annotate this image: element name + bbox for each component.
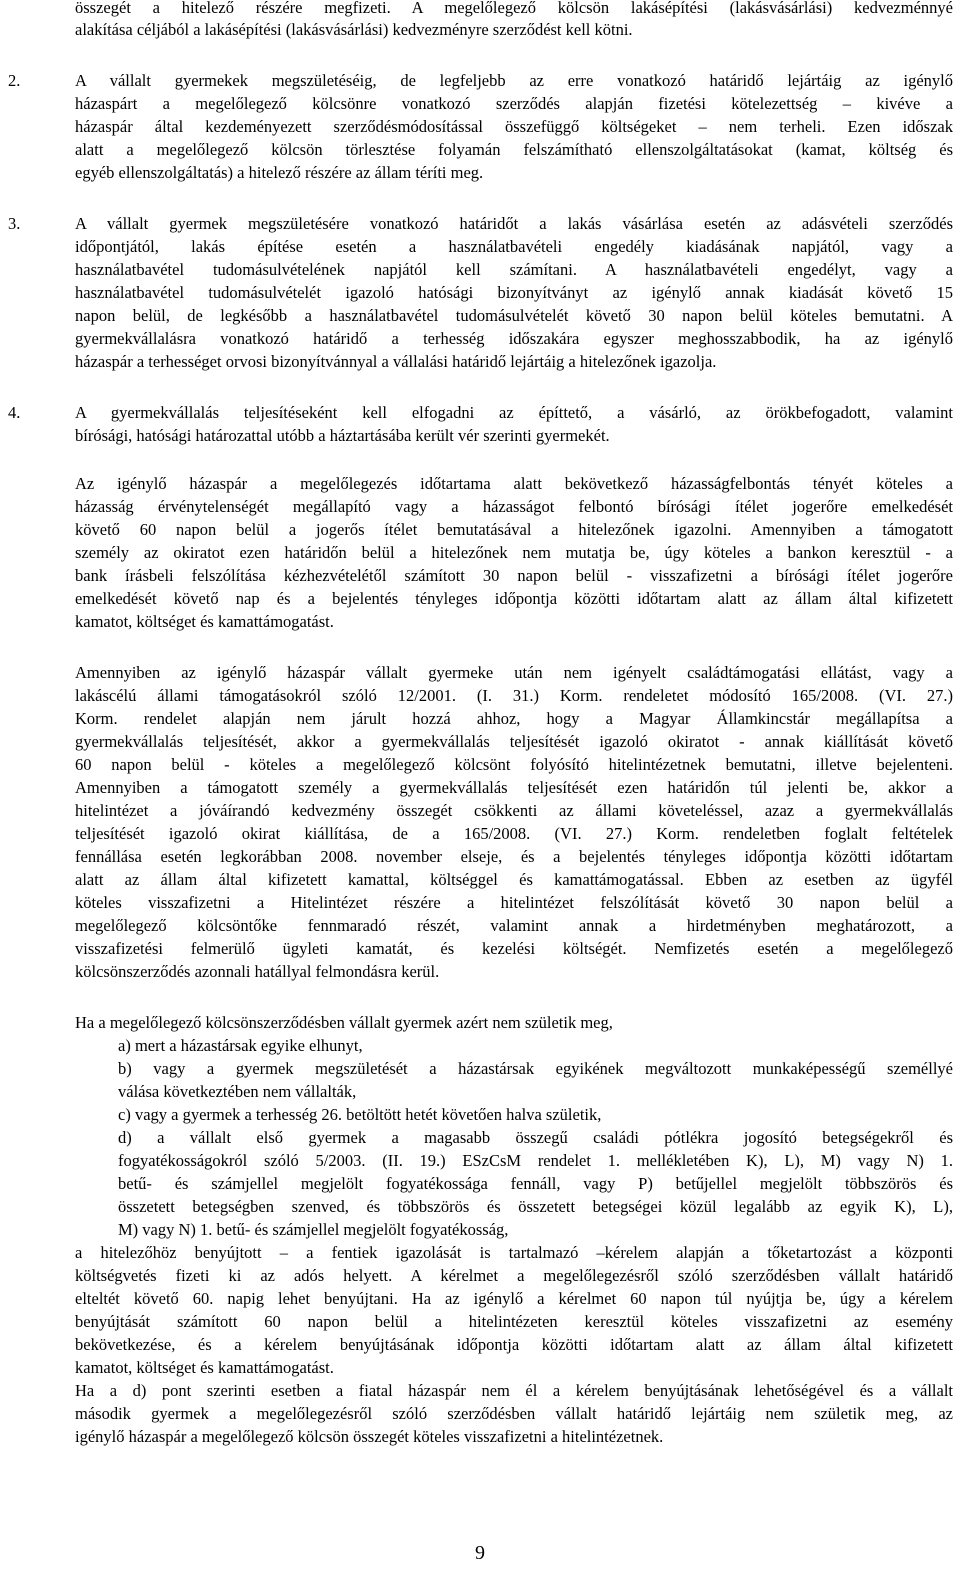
item3-line: napon belül, de legkésőbb a használatbavétel tudomásulvételét követő 30 napon belül köteles bemutatni. A [75, 306, 953, 325]
unborn-continuation-line: a hitelezőhöz benyújtott – a fentiek igazolását is tartalmazó –kérelem alapján a tőketartozást a központi [75, 1243, 953, 1262]
unborn-final-line: Ha a d) pont szerinti esetben a fiatal házaspár nem él a kérelem benyújtásának lehetőségével és a vállalt [75, 1381, 953, 1400]
unborn-list-item-b: válása következtében nem vállalták, [118, 1082, 357, 1101]
item2-line: A vállalt gyermekek megszületéséig, de legfeljebb az erre vonatkozó határidő lejártáig az igénylő [75, 71, 953, 90]
unborn-list-item-b: b) vagy a gyermek megszületését a házastársak egyikének megváltozott munkaképességű személlyé [118, 1059, 953, 1078]
item3-line: időpontjától, lakás építése esetén a használatbavételi engedély kiadásának napjától, vagy a [75, 237, 953, 256]
item-number: 3. [8, 214, 21, 233]
support-paragraph-line: köteles visszafizetni a Hitelintézet részére a hitelintézet felszólítását követő 30 napon belül a [75, 893, 953, 912]
item2-line: egyéb ellenszolgáltatás) a hitelező részére az állam téríti meg. [75, 163, 484, 182]
item3-line: használatbavétel tudomásulvételét igazoló hatósági bizonyítványt az igénylő annak kiadását követő 15 [75, 283, 953, 302]
support-paragraph-line: hitelintézet a jóváírandó kedvezmény összegét csökkenti az állami követeléssel, azaz a gyermekvállalás [75, 801, 953, 820]
item-number: 4. [8, 403, 21, 422]
divorce-paragraph-line: személy az okiratot ezen határidőn belül a hitelezőnek nem mutatja be, úgy köteles a bankon keresztül - a [75, 543, 953, 562]
unborn-continuation-line: kamatot, költséget és kamattámogatást. [75, 1358, 334, 1377]
divorce-paragraph-line: emelkedését követő nap és a bejelentés tényleges időpontja közötti időtartam alatt az állam által kifizetett [75, 589, 953, 608]
item2-line: házaspárt a megelőlegező kölcsönre vonatkozó szerződés alapján fizetési kötelezettség – kivéve a [75, 94, 953, 113]
item3-line: házaspár a terhességet orvosi bizonyítvánnyal a vállalási határidő lejártáig a hitelezőnek igazolja. [75, 352, 717, 371]
support-paragraph-line: gyermekvállalás teljesítését, akkor a gyermekvállalás teljesítését igazoló okiratot - annak kiállítását követő [75, 732, 953, 751]
unborn-list-item-d: M) vagy N) 1. betű- és számjellel megjelölt fogyatékosság, [118, 1220, 509, 1239]
unborn-list-item-d: összetett betegségben szenved, és többszörös és összetett betegségei közül legalább az egyik K), L), [118, 1197, 953, 1216]
unborn-continuation-line: bekövetkezése, és a kérelem benyújtásának időpontja közötti időtartam alatt az állam által kifizetett [75, 1335, 953, 1354]
item3-line: gyermekvállalásra vonatkozó határidő a terhesség időszakára egyszer meghosszabbodik, ha az igénylő [75, 329, 953, 348]
support-paragraph-line: teljesítését igazoló okirat kiállítása, de a 165/2008. (VI. 27.) Korm. rendeletben foglalt feltételek [75, 824, 953, 843]
item4-line: A gyermekvállalás teljesítéseként kell elfogadni az építtető, a vásárló, az örökbefogadott, valamint [75, 403, 953, 422]
intro-line: összegét a hitelező részére megfizeti. A megelőlegező kölcsön lakásépítési (lakásvásárlási) kedvezménnyé [75, 0, 953, 17]
unborn-continuation-line: benyújtását számított 60 napon belül a hitelintézeten keresztül köteles visszafizetni az esemény [75, 1312, 953, 1331]
unborn-list-item-d: fogyatékosságokról szóló 5/2003. (II. 19.) ESzCsM rendelet 1. mellékletében K), L), M) vagy N) 1. [118, 1151, 953, 1170]
unborn-list-item-d: d) a vállalt első gyermek a magasabb összegű családi pótlékra jogosító betegségekről és [118, 1128, 953, 1147]
divorce-paragraph-line: bank írásbeli felszólítása kézhezvételétől számított 30 napon belül - visszafizetni a bírósági ítélet jogerőre [75, 566, 953, 585]
support-paragraph-line: fennállása esetén legkorábban 2008. november elseje, és a bejelentés tényleges időpontja közötti időtartam [75, 847, 953, 866]
support-paragraph-line: alatt az állam által kifizetett kamattal, költséggel és kamattámogatással. Ebben az esetben az ügyfél [75, 870, 953, 889]
item3-line: használatbavétel tudomásulvételének napjától kell számítani. A használatbavételi engedélyt, vagy a [75, 260, 953, 279]
support-paragraph-line: visszafizetési felmerülő ügyleti kamatát, és kezelési költségét. Nemfizetés esetén a megelőlegező [75, 939, 953, 958]
support-paragraph-line: Amennyiben az igénylő házaspár vállalt gyermeke után nem igényelt családtámogatási ellátást, vagy a [75, 663, 953, 682]
support-paragraph-line: Amennyiben a támogatott személy a gyermekvállalás teljesítését ezen határidőn túl jelenti be, akkor a [75, 778, 953, 797]
divorce-paragraph-line: kamatot, költséget és kamattámogatást. [75, 612, 334, 631]
unborn-continuation-line: elteltét követő 60. napig lehet benyújtani. Ha az igénylő a kérelmet 60 napon túl nyújtja be, úgy a kérelem [75, 1289, 953, 1308]
support-paragraph-line: kölcsönszerződés azonnali hatállyal felmondásra kerül. [75, 962, 440, 981]
item3-line: A vállalt gyermek megszületésére vonatkozó határidőt a lakás vásárlása esetén az adásvételi szerződés [75, 214, 953, 233]
divorce-paragraph-line: követő 60 napon belül a jogerős ítélet bemutatásával a hitelezőnek igazolni. Amennyiben a támogatott [75, 520, 953, 539]
unborn-list-item-a: a) mert a házastársak egyike elhunyt, [118, 1036, 363, 1055]
intro-line: alakítása céljából a lakásépítési (lakásvásárlási) kedvezményre szerződést kell kötni. [75, 20, 633, 39]
item2-line: házaspár által kezdeményezett szerződésmódosítással összefüggő költségeket – nem terheli. Ezen időszak [75, 117, 953, 136]
divorce-paragraph-line: házasság érvénytelenségét megállapító vagy a házasságot felbontó bírósági ítélet jogerőre emelkedését [75, 497, 953, 516]
page-number: 9 [475, 1542, 485, 1564]
support-paragraph-line: Korm. rendelet alapján nem járult hozzá ahhoz, hogy a Magyar Államkincstár megállapítsa a [75, 709, 953, 728]
item2-line: alatt a megelőlegező kölcsön törlesztése folyamán felszámítható ellenszolgáltatásokat (kamat, költség és [75, 140, 953, 159]
divorce-paragraph-line: Az igénylő házaspár a megelőlegezés időtartama alatt bekövetkező házasságfelbontás tényét köteles a [75, 474, 953, 493]
unborn-continuation-line: költségvetés fizeti ki az adós helyett. A kérelmet a megelőlegezésről szóló szerződésben vállalt határidő [75, 1266, 953, 1285]
unborn-final-line: második gyermek a megelőlegezésről szóló szerződésben vállalt határidő lejártáig nem születik meg, az [75, 1404, 953, 1423]
support-paragraph-line: lakáscélú állami támogatásokról szóló 12/2001. (I. 31.) Korm. rendeletet módosító 165/2008. (VI. 27.) [75, 686, 953, 705]
unborn-list-item-d: betű- és számjellel megjelölt fogyatékossága fennáll, vagy P) betűjellel megjelölt többszörös és [118, 1174, 953, 1193]
item-number: 2. [8, 71, 21, 90]
item4-line: bírósági, hatósági határozattal utóbb a háztartásába került vér szerinti gyermekét. [75, 426, 610, 445]
support-paragraph-line: megelőlegező kölcsöntőke fennmaradó részét, valamint annak a hirdetményben meghatározott, a [75, 916, 953, 935]
unborn-list-item-c: c) vagy a gyermek a terhesség 26. betöltött hetét követően halva születik, [118, 1105, 602, 1124]
unborn-final-line: igénylő házaspár a megelőlegező kölcsön összegét köteles visszafizetni a hitelintézetnek. [75, 1427, 664, 1446]
unborn-intro-line: Ha a megelőlegező kölcsönszerződésben vállalt gyermek azért nem születik meg, [75, 1013, 613, 1032]
support-paragraph-line: 60 napon belül - köteles a megelőlegező kölcsönt folyósító hitelintézetnek bemutatni, illetve bejelenteni. [75, 755, 953, 774]
